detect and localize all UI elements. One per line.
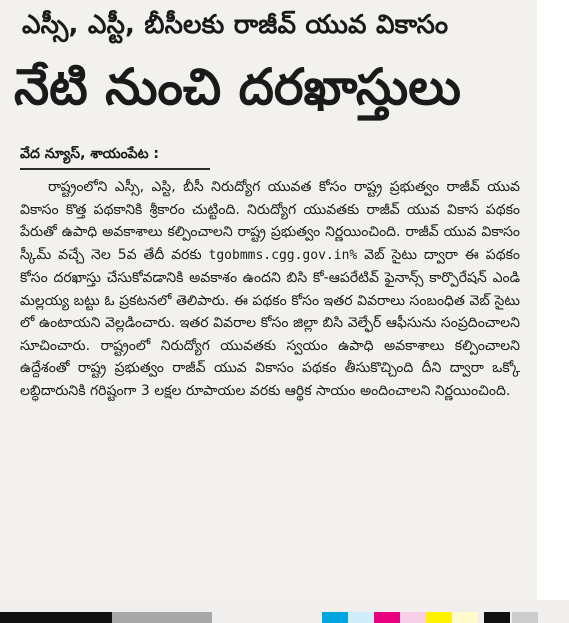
article-kicker: ఎస్సీ, ఎస్టీ, బీసీలకు రాజీవ్ యువ వికాసం xyxy=(22,10,449,40)
print-mark-yellow xyxy=(426,612,452,623)
print-mark-gray xyxy=(112,612,212,623)
print-mark-magenta xyxy=(374,612,400,623)
article-headline: నేటి నుంచి దరఖాస్తులు xyxy=(14,58,461,116)
article-body xyxy=(20,176,520,402)
article-body-part-1: రాష్ట్రంలోని ఎస్సీ, ఎస్టి, బీసీ నిరుద్యోగ యువత కోసం రాష్ట్ర ప్రభుత్వం రాజీవ్ యువ వికాసం కొత్త పథకానికి శ్రీకారం చుట్టింది. నిరుద్యోగ యువతకు రాజీవ్ యువ వికాస పథకం పేరుతో ఉపాధి అవకాశాలు కల్పించాలని రాష్ట్ర ప్రభుత్వం నిర్ణయించింది. రాజీవ్ యువ వికాసం స్కీమ్ వచ్చే నెల 5వ తేదీ వరకు xyxy=(20,179,520,263)
website-url: tgobmms.cgg.gov.in% xyxy=(208,247,358,263)
print-mark-black xyxy=(0,612,112,623)
print-mark-light-gray xyxy=(512,612,538,623)
print-mark-key xyxy=(484,612,510,623)
print-mark-cyan xyxy=(322,612,348,623)
article-body-part-2: వెబ్ సైటు ద్వారా ఈ పథకం కోసం దరఖాస్తు చేసుకోవడానికి అవకాశం ఉందని బిసి కో-ఆపరేటివ్ ఫైనాన్స్ కార్పొరేషన్ ఎండి మల్లయ్య బట్టు ఓ ప్రకటనలో తెలిపారు. ఈ పథకం కోసం ఇతర వివరాలు సంబంధిత వెబ్ సైటు లో ఉంటాయని వెల్లడించారు. ఇతర వివరాల కోసం జిల్లా బిసి వెల్ఫేర్ ఆఫీసును సంప్రదించాలని సూచించారు. రాష్ట్రంలో నిరుద్యోగ యువతకు స్వయం ఉపాధి అవకాశాలు కల్పించాలని ఉద్దేశంతో రాష్ట్ర ప్రభుత్వం రాజీవ్ యువ వికాసం పథకం తీసుకొచ్చింది దీని ద్వారా ఒక్కో లబ్ధిదారునికి గరిష్టంగా 3 లక్షల రూపాయల వరకు ఆర్థిక సాయం అందించాలని నిర్ణయించింది. xyxy=(20,246,520,399)
print-mark-light-cyan xyxy=(348,612,374,623)
byline-underline xyxy=(20,168,210,170)
print-mark-light-yellow xyxy=(452,612,478,623)
page-margin xyxy=(537,0,569,600)
print-mark-light-magenta xyxy=(400,612,426,623)
article-byline: వేద న్యూస్, శాయంపేట : xyxy=(20,146,160,162)
